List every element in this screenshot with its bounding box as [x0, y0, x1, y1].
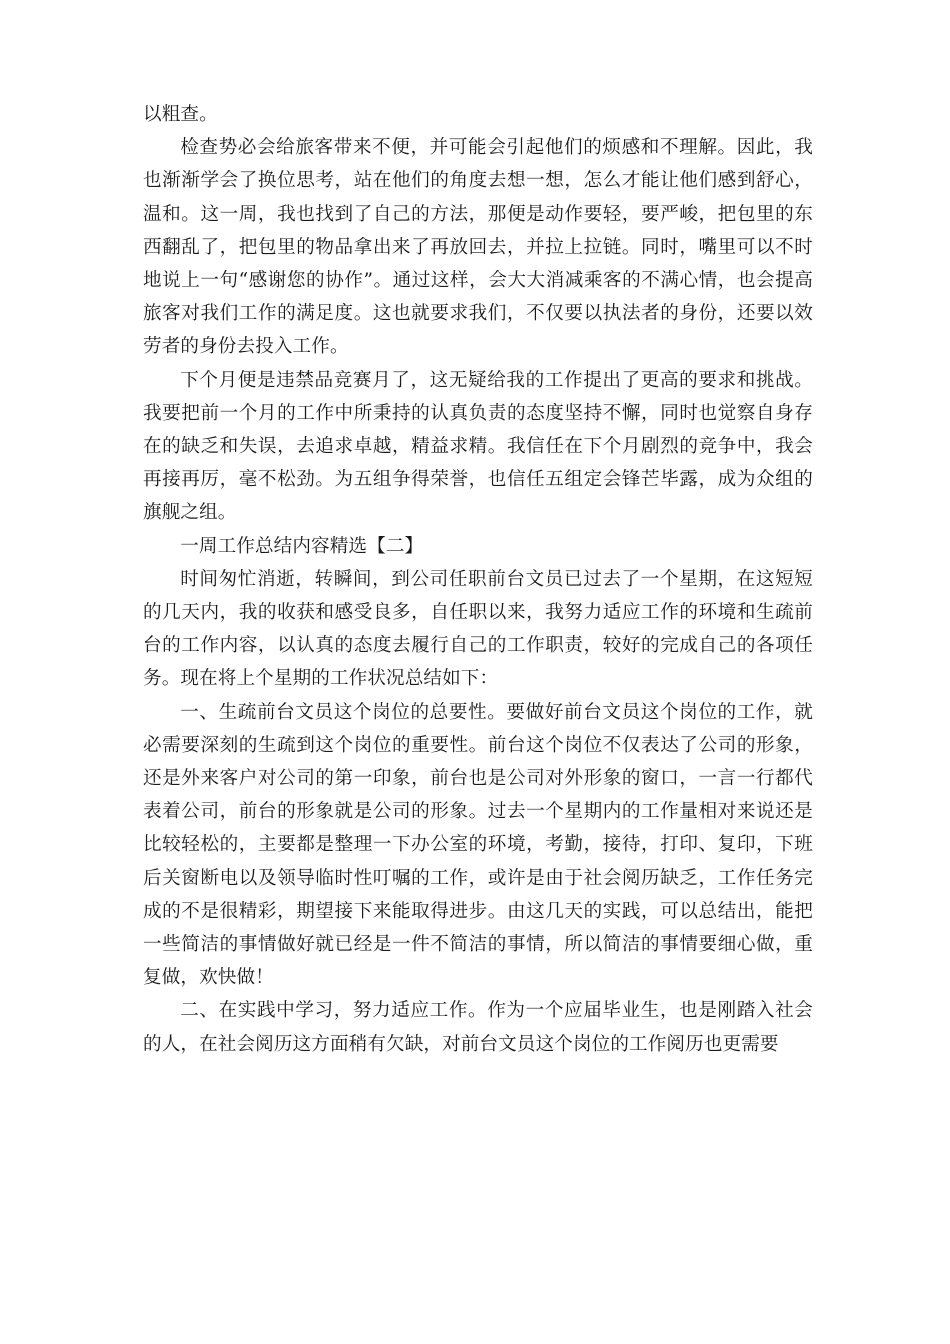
- paragraph-inspection: 检查势必会给旅客带来不便，并可能会引起他们的烦感和不理解。因此，我也渐渐学会了换位思考，站在他们的角度去想一想，怎么才能让他们感到舒心，温和。这一周，我也找到了自己的方法，那便是动作要轻，要严峻，把包里的东西翻乱了，把包里的物品拿出来了再放回去，并拉上拉链。同时，嘴里可以不时地说上一句“感谢您的协作”。通过这样，会大大消减乘客的不满心情，也会提高旅客对我们工作的满足度。这也就要求我们，不仅要以执法者的身份，还要以效劳者的身份去投入工作。: [143, 137, 813, 358]
- paragraph-point-two: 二、在实践中学习，努力适应工作。作为一个应届毕业生，也是刚踏入社会的人，在社会阅历这方面稍有欠缺，对前台文员这个岗位的工作阅历也更需要: [143, 1000, 813, 1055]
- document-page: [143, 98, 813, 1061]
- paragraph-intro: 时间匆忙消逝，转瞬间，到公司任职前台文员已过去了一个星期，在这短短的几天内，我的收获和感受良多，自任职以来，我努力适应工作的环境和生疏前台的工作内容，以认真的态度去履行自己的工作职责，较好的完成自己的各项任务。现在将上个星期的工作状况总结如下：: [143, 568, 813, 690]
- paragraph-next-month: 下个月便是违禁品竞赛月了，这无疑给我的工作提出了更高的要求和挑战。我要把前一个月的工作中所秉持的认真负责的态度坚持不懈，同时也觉察自身存在的缺乏和失误，去追求卓越，精益求精。我信任在下个月剧烈的竞争中，我会再接再厉，毫不松劲。为五组争得荣誉，也信任五组定会锋芒毕露，成为众组的旗舰之组。: [143, 369, 813, 524]
- paragraph-continuation: 以粗查。: [143, 104, 218, 125]
- paragraph-point-one: 一、生疏前台文员这个岗位的总要性。要做好前台文员这个岗位的工作，就必需要深刻的生疏到这个岗位的重要性。前台这个岗位不仅表达了公司的形象，还是外来客户对公司的第一印象，前台也是公司对外形象的窗口，一言一行都代表着公司，前台的形象就是公司的形象。过去一个星期内的工作量相对来说还是比较轻松的，主要都是整理一下办公室的环境，考勤，接待，打印、复印，下班后关窗断电以及领导临时性叮嘱的工作，或许是由于社会阅历缺乏，工作任务完成的不是很精彩，期望接下来能取得进步。由这几天的实践，可以总结出，能把一些简洁的事情做好就已经是一件不简洁的事情，所以简洁的事情要细心做，重复做，欢快做！: [143, 701, 813, 989]
- section-heading: 一周工作总结内容精选【二】: [180, 535, 424, 557]
